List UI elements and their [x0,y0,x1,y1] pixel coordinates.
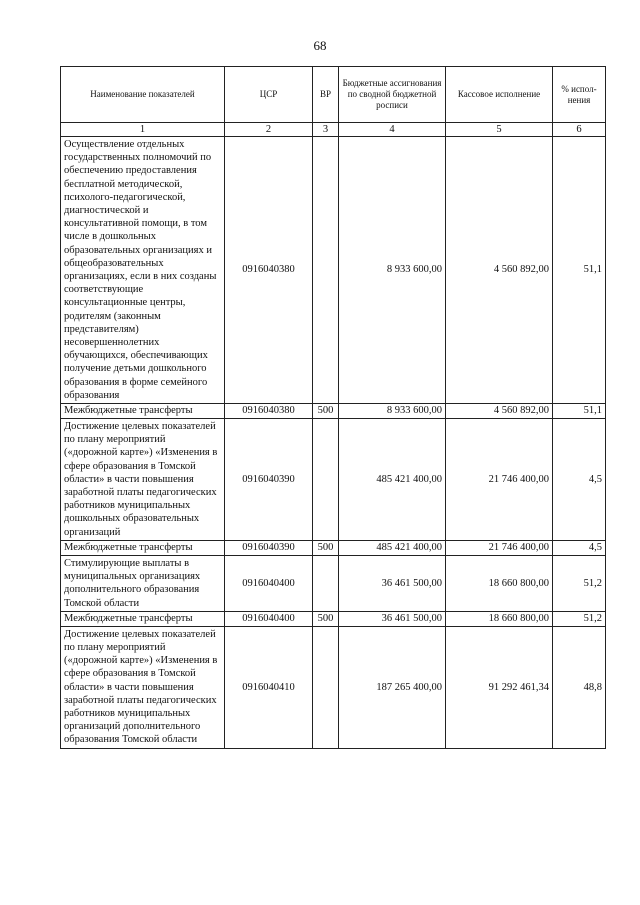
row-allocations: 187 265 400,00 [339,626,446,748]
row-percent: 4,5 [553,419,606,541]
row-csr: 0916040400 [225,611,313,626]
row-execution: 18 660 800,00 [446,611,553,626]
row-name: Достижение целевых показателей по плану мероприятий («дорожной карте») «Изменения в сфере образования в Томской области» в части повышения заработной платы педагогических работников муниципальных организаций дополнительного образования Томской области [61,626,225,748]
row-percent: 4,5 [553,540,606,555]
row-csr: 0916040400 [225,555,313,611]
row-percent: 51,2 [553,555,606,611]
row-csr: 0916040380 [225,404,313,419]
header-name: Наименование показателей [61,67,225,123]
header-row [61,67,606,123]
table-row [61,404,606,419]
row-allocations: 485 421 400,00 [339,419,446,541]
row-allocations: 485 421 400,00 [339,540,446,555]
row-allocations: 36 461 500,00 [339,555,446,611]
row-percent: 51,2 [553,611,606,626]
header-percent: % испол- нения [553,67,606,123]
table-row [61,419,606,541]
row-vr [313,419,339,541]
table-row [61,540,606,555]
header-vr: ВР [313,67,339,123]
row-name: Достижение целевых показателей по плану мероприятий («дорожной карте») «Изменения в сфере образования в Томской области» в части повышения заработной платы педагогических работников муниципальных дошкольных образовательных организаций [61,419,225,541]
row-allocations: 36 461 500,00 [339,611,446,626]
header-execution: Кассовое исполнение [446,67,553,123]
row-vr: 500 [313,540,339,555]
row-execution: 21 746 400,00 [446,540,553,555]
row-name: Межбюджетные трансферты [61,611,225,626]
column-number-row [61,123,606,137]
page-number: 68 [313,38,327,53]
table-row [61,611,606,626]
column-number: 3 [313,123,339,137]
table-row [61,626,606,748]
row-vr [313,555,339,611]
row-csr: 0916040380 [225,137,313,404]
header-csr: ЦСР [225,67,313,123]
row-name: Межбюджетные трансферты [61,540,225,555]
row-percent: 51,1 [553,137,606,404]
budget-execution-table [60,66,606,749]
column-number: 6 [553,123,606,137]
row-execution: 18 660 800,00 [446,555,553,611]
row-allocations: 8 933 600,00 [339,404,446,419]
table-row [61,137,606,404]
row-percent: 48,8 [553,626,606,748]
row-execution: 4 560 892,00 [446,137,553,404]
row-vr [313,626,339,748]
row-vr: 500 [313,611,339,626]
column-number: 4 [339,123,446,137]
row-csr: 0916040410 [225,626,313,748]
row-name: Стимулирующие выплаты в муниципальных организациях дополнительного образования Томской области [61,555,225,611]
column-number: 5 [446,123,553,137]
column-number: 1 [61,123,225,137]
row-allocations: 8 933 600,00 [339,137,446,404]
row-name: Осуществление отдельных государственных полномочий по обеспечению предоставления бесплатной методической, психолого-педагогической, диагностической и консультативной помощи, в том числе в дошкольных образовательных организациях и общеобразовательных организациях, если в них созданы соответствующие консультационные центры, родителям (законным представителям) несовершеннолетних обучающихся, обеспечивающих получение детьми дошкольного образования в форме семейного образования [61,137,225,404]
row-percent: 51,1 [553,404,606,419]
row-csr: 0916040390 [225,540,313,555]
row-vr: 500 [313,404,339,419]
row-execution: 4 560 892,00 [446,404,553,419]
row-execution: 21 746 400,00 [446,419,553,541]
header-allocations: Бюджетные ассигнования по сводной бюджетной росписи [339,67,446,123]
row-execution: 91 292 461,34 [446,626,553,748]
row-csr: 0916040390 [225,419,313,541]
row-name: Межбюджетные трансферты [61,404,225,419]
table-row [61,555,606,611]
column-number: 2 [225,123,313,137]
row-vr [313,137,339,404]
